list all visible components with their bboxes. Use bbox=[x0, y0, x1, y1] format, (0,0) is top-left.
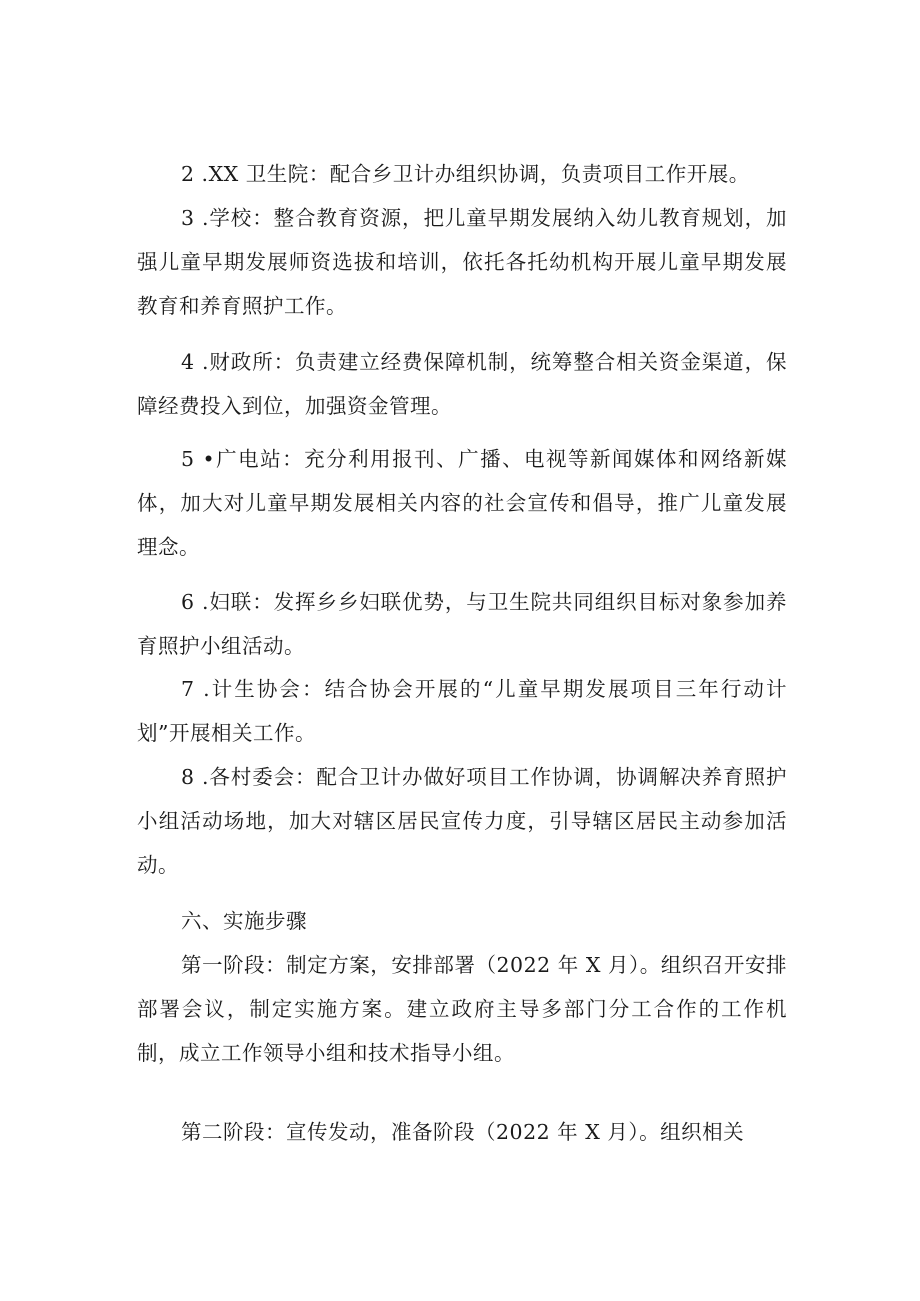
section-heading-implementation: 六、实施步骤 bbox=[181, 909, 307, 933]
paragraph-stage-one: 第一阶段：制定方案，安排部署（2022 年 X 月）。组织召开安排部署会议，制定实施方案。建立政府主导多部门分工合作的工作机制，成立工作领导小组和技术指导小组。 bbox=[137, 953, 787, 1065]
paragraph-stage-two: 第二阶段：宣传发动，准备阶段（2022 年 X 月）。组织相关 bbox=[181, 1120, 745, 1144]
paragraph-womens-federation: 6 .妇联：发挥乡乡妇联优势，与卫生院共同组织目标对象参加养育照护小组活动。 bbox=[137, 590, 787, 658]
paragraph-family-planning: 7 .计生协会：结合协会开展的“儿童早期发展项目三年行动计划”开展相关工作。 bbox=[137, 677, 787, 745]
paragraph-school: 3 .学校：整合教育资源，把儿童早期发展纳入幼儿教育规划，加强儿童早期发展师资选拔和培训，依托各托幼机构开展儿童早期发展教育和养育照护工作。 bbox=[137, 206, 787, 318]
paragraph-broadcast: 5 •广电站：充分利用报刊、广播、电视等新闻媒体和网络新媒体，加大对儿童早期发展相关内容的社会宣传和倡导，推广儿童发展理念。 bbox=[137, 447, 787, 559]
paragraph-health-center: 2 .XX 卫生院：配合乡卫计办组织协调，负责项目工作开展。 bbox=[181, 162, 750, 186]
paragraph-village-committee: 8 .各村委会：配合卫计办做好项目工作协调，协调解决养育照护小组活动场地，加大对辖区居民宣传力度，引导辖区居民主动参加活动。 bbox=[137, 765, 787, 877]
paragraph-finance: 4 .财政所：负责建立经费保障机制，统筹整合相关资金渠道，保障经费投入到位，加强资金管理。 bbox=[137, 350, 787, 418]
